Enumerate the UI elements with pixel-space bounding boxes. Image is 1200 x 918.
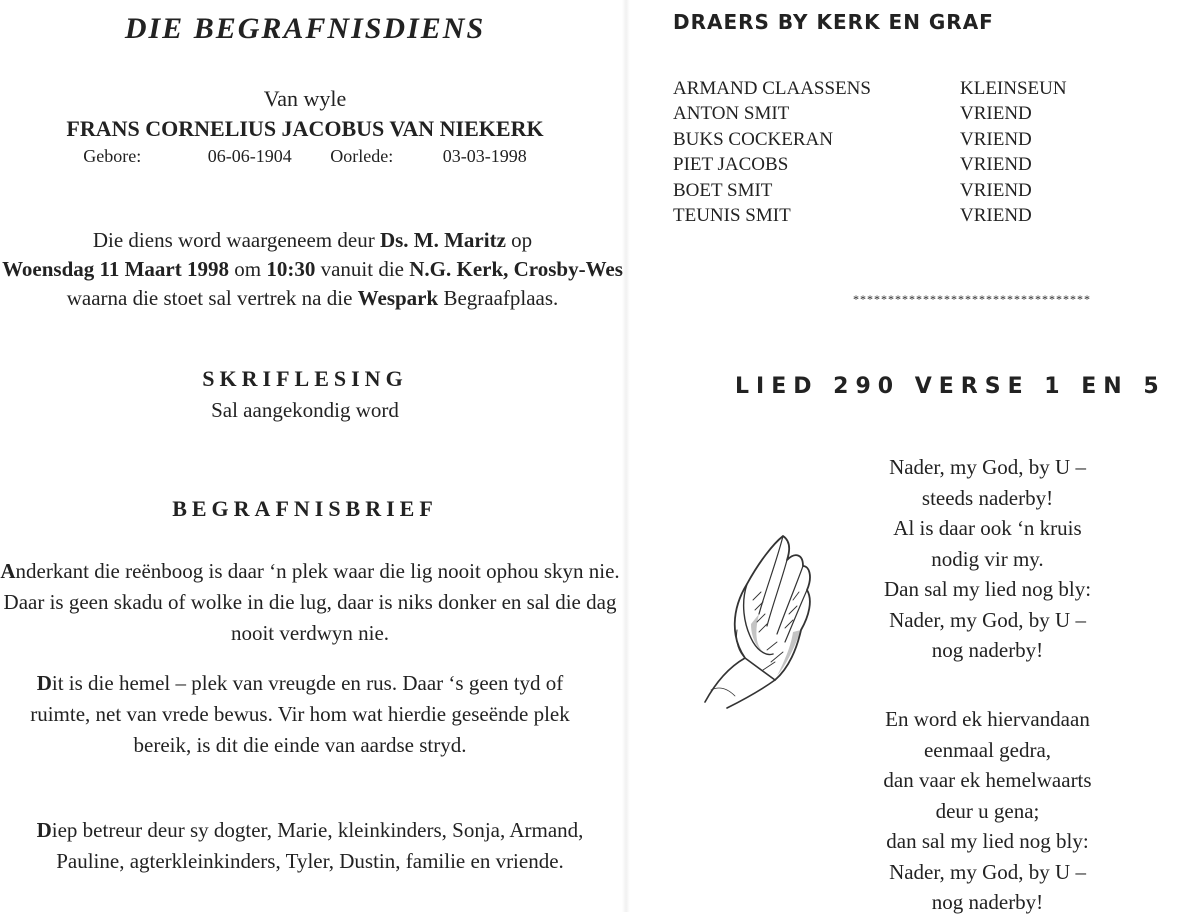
bearer-name: BOET SMIT	[673, 179, 773, 201]
paragraph-initial: D	[36, 818, 52, 842]
list-item	[673, 178, 1153, 203]
bearer-relation: VRIEND	[960, 128, 1032, 150]
bearer-name: ANTON SMIT	[673, 103, 790, 125]
letter-heading: BEGRAFNISBRIEF	[172, 496, 438, 521]
verse-line: eenmaal gedra,	[923, 737, 1052, 762]
verse-line: dan sal my lied nog bly:	[886, 829, 1089, 853]
paragraph-text: it is die hemel – plek van vreugde en rus. Daar ‘s geen tyd of ruimte, net van vrede bewus. Vir hom wat hierdie geseënde plek bereik, is dit die einde van aardse stryd.	[30, 671, 570, 757]
life-dates	[0, 146, 610, 167]
verse-line: Nader, my God, by U –	[889, 455, 1086, 479]
paragraph-text: iep betreur deur sy dogter, Marie, kleinkinders, Sonja, Armand, Pauline, agterkleinkinders, Tyler, Dustin, familie en vriende.	[51, 818, 584, 873]
service-date: Woensdag 11 Maart 1998	[2, 257, 229, 281]
bearer-relation: VRIEND	[960, 205, 1032, 227]
bearer-name: PIET JACOBS	[673, 154, 789, 176]
verse-line: nodig vir my.	[931, 546, 1044, 571]
born-date: 06-06-1904	[207, 146, 292, 166]
service-text: vanuit die	[315, 257, 410, 281]
paragraph-initial: A	[0, 559, 16, 583]
verse-line: deur u gena;	[935, 798, 1040, 823]
list-item	[673, 203, 1153, 228]
separator: **********************************	[853, 292, 1091, 306]
verse-line: nog naderby!	[931, 638, 1044, 662]
verse-line: Nader, my God, by U –	[889, 607, 1086, 632]
verse-line: En word ek hiervandaan	[885, 707, 1090, 731]
deceased-name: FRANS CORNELIUS JACOBUS VAN NIEKERK	[66, 116, 544, 141]
list-item	[673, 127, 1153, 152]
verse-line: Al is daar ook ‘n kruis	[893, 516, 1082, 540]
service-text: op	[505, 228, 533, 252]
bearer-name: ARMAND CLAASSENS	[673, 78, 871, 99]
paragraph-initial: D	[36, 671, 52, 695]
praying-hands-icon	[697, 530, 822, 710]
reading-heading: SKRIFLESING	[202, 366, 408, 391]
verse-line: Nader, my God, by U –	[889, 859, 1086, 884]
service-details	[0, 226, 625, 313]
bearers-heading: DRAERS BY KERK EN GRAF	[673, 10, 994, 34]
verse-line: steeds naderby!	[921, 485, 1054, 510]
hymn-verse-5	[835, 704, 1140, 918]
bearer-name: BUKS COCKERAN	[673, 128, 833, 150]
right-page	[625, 0, 1200, 912]
service-time: 10:30	[266, 257, 316, 281]
hymn-heading: LIED 290 VERSE 1 EN 5	[735, 374, 1166, 399]
bearers-list	[673, 76, 1153, 228]
list-item	[673, 101, 1153, 126]
bearer-relation: VRIEND	[960, 154, 1032, 176]
service-text: Die diens word waargeneem deur	[92, 228, 380, 252]
service-text: waarna die stoet sal vertrek na die	[66, 286, 358, 310]
bearer-relation: VRIEND	[960, 179, 1032, 201]
died-date: 03-03-1998	[442, 146, 527, 166]
service-title: DIE BEGRAFNISDIENS	[124, 12, 486, 45]
verse-line: dan vaar ek hemelwaarts	[883, 768, 1092, 792]
bearer-name: TEUNIS SMIT	[673, 205, 791, 227]
minister-name: Ds. M. Maritz	[379, 228, 506, 252]
service-text: om	[228, 257, 267, 281]
verse-line: Dan sal my lied nog bly:	[883, 577, 1092, 601]
paragraph-text: nderkant die reënboog is daar ‘n plek waar die lig nooit ophou skyn nie. Daar is geen skadu of wolke in die lug, daar is niks donker en sal die dag nooit verdwyn nie.	[3, 559, 620, 645]
letter-paragraph	[20, 668, 580, 761]
list-item	[673, 76, 1153, 101]
born-label: Gebore:	[83, 146, 142, 166]
van-wyle-text: Van wyle	[263, 86, 347, 111]
died-label: Oorlede:	[330, 146, 394, 166]
bearer-relation: KLEINSEUN	[960, 78, 1067, 99]
verse-line: nog naderby!	[931, 890, 1044, 914]
letter-paragraph	[0, 815, 620, 877]
church-name: N.G. Kerk, Crosby-Wes	[409, 257, 623, 281]
service-text: Begraafplaas.	[438, 286, 559, 310]
hymn-verse-1	[835, 452, 1140, 666]
reading-text: Sal aangekondig word	[211, 398, 399, 422]
list-item	[673, 152, 1153, 177]
cemetery-name: Wespark	[357, 286, 439, 310]
bearer-relation: VRIEND	[960, 103, 1032, 125]
letter-paragraph	[0, 556, 620, 649]
